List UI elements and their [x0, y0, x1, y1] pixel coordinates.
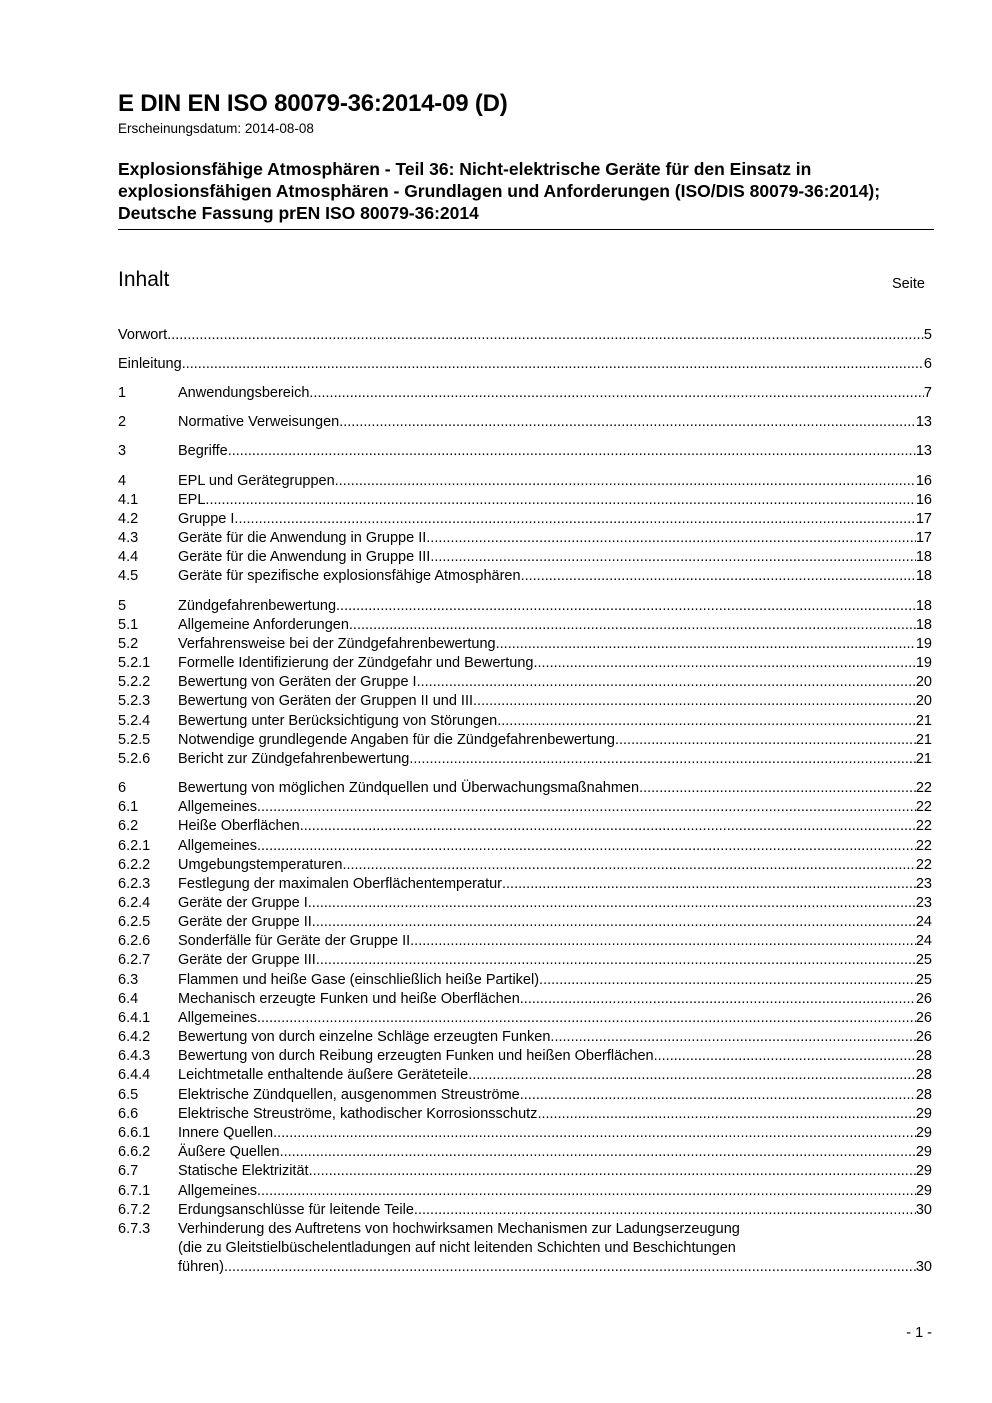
toc-entry[interactable] [118, 442, 932, 461]
dot-leader [410, 932, 916, 951]
toc-entry[interactable] [118, 616, 932, 635]
dot-leader [316, 951, 916, 970]
toc-entry[interactable] [118, 529, 932, 548]
toc-entry[interactable] [118, 654, 932, 673]
toc-entry-page: 30 [915, 1259, 932, 1275]
toc-entry[interactable] [118, 355, 932, 374]
toc-entry-page: 29 [915, 1144, 932, 1160]
toc-entry-number: 5 [118, 598, 127, 614]
toc-entry-page: 18 [915, 549, 932, 565]
dot-leader [409, 750, 916, 769]
dot-leader [309, 384, 924, 403]
toc-entry[interactable] [118, 491, 932, 510]
page-number: - 1 - [906, 1325, 932, 1341]
toc-entry-number: 5.2.6 [118, 751, 151, 767]
toc-entry-page: 13 [915, 443, 932, 459]
toc-entry-page: 22 [915, 857, 932, 873]
toc-entry[interactable] [118, 837, 932, 856]
toc-entry[interactable] [118, 1220, 932, 1277]
toc-entry-title: Gruppe I [178, 511, 235, 527]
publication-date: Erscheinungsdatum: 2014-08-08 [118, 121, 314, 136]
dot-leader [473, 692, 916, 711]
toc-entry[interactable] [118, 971, 932, 990]
toc-entry[interactable] [118, 548, 932, 567]
toc-entry-title-line: führen) [178, 1259, 224, 1275]
toc-entry-title: Allgemeines [178, 1183, 257, 1199]
toc-entry[interactable] [118, 932, 932, 951]
toc-entry[interactable] [118, 1009, 932, 1028]
toc-entry[interactable] [118, 413, 932, 432]
toc-entry[interactable] [118, 856, 932, 875]
toc-entry[interactable] [118, 731, 932, 750]
toc-entry-page: 16 [915, 473, 932, 489]
toc-entry[interactable] [118, 779, 932, 798]
toc-entry[interactable] [118, 712, 932, 731]
toc-entry-title: Sonderfälle für Geräte der Gruppe II [178, 933, 411, 949]
toc-entry-page: 21 [915, 751, 932, 767]
toc-entry-title: Bericht zur Zündgefahrenbewertung [178, 751, 410, 767]
dot-leader [426, 529, 916, 548]
toc-entry[interactable] [118, 750, 932, 769]
toc-entry-number: 5.2 [118, 636, 139, 652]
toc-entry-page: 23 [915, 876, 932, 892]
toc-entry-title: Statische Elektrizität [178, 1163, 309, 1179]
dot-leader [615, 731, 916, 750]
toc-entry-number: 6.6.2 [118, 1144, 151, 1160]
toc-entry-number: 6.4.3 [118, 1048, 151, 1064]
toc-entry-page: 22 [915, 838, 932, 854]
dot-leader [497, 712, 916, 731]
toc-entry[interactable] [118, 326, 932, 345]
toc-entry-number: 6.3 [118, 972, 139, 988]
dot-leader [257, 1009, 916, 1028]
toc-entry-title: Einleitung [118, 356, 182, 372]
toc-entry-title: Geräte für die Anwendung in Gruppe II [178, 530, 427, 546]
dot-leader [639, 779, 916, 798]
dot-leader [654, 1047, 916, 1066]
page-column-label: Seite [891, 276, 925, 292]
toc-entry-page: 19 [915, 655, 932, 671]
dot-leader [349, 616, 916, 635]
dot-leader [205, 491, 915, 510]
toc-entry-number: 5.2.3 [118, 693, 151, 709]
toc-entry-number: 6.4.4 [118, 1067, 151, 1083]
toc-entry-page: 26 [915, 991, 932, 1007]
toc-entry-page: 19 [915, 636, 932, 652]
toc-entry-title: Begriffe [178, 443, 228, 459]
toc-entry-page: 25 [915, 972, 932, 988]
toc-entry[interactable] [118, 1201, 932, 1220]
dot-leader [520, 990, 916, 1009]
toc-entry[interactable] [118, 817, 932, 836]
toc-entry[interactable] [118, 597, 932, 616]
toc-entry-title: Geräte der Gruppe III [178, 952, 316, 968]
toc-entry-number: 6.7.2 [118, 1202, 151, 1218]
toc-entry[interactable] [118, 673, 932, 692]
toc-entry[interactable] [118, 1182, 932, 1201]
toc-entry-title: EPL [178, 492, 206, 508]
toc-entry-page: 26 [915, 1029, 932, 1045]
toc-entry-page: 17 [915, 530, 932, 546]
dot-leader [228, 442, 916, 461]
toc-entry[interactable] [118, 875, 932, 894]
toc-entry-title: Umgebungstemperaturen [178, 857, 343, 873]
toc-entry-title: Verfahrensweise bei der Zündgefahrenbewertung [178, 636, 496, 652]
dot-leader [521, 567, 916, 586]
toc-entry-title: Normative Verweisungen [178, 414, 340, 430]
toc-entry-title: Bewertung von durch einzelne Schläge erzeugten Funken [178, 1029, 551, 1045]
toc-entry-page: 22 [915, 818, 932, 834]
toc-entry-number: 1 [118, 385, 127, 401]
toc-entry-number: 6.4.2 [118, 1029, 151, 1045]
dot-leader [335, 472, 916, 491]
toc-entry-page: 6 [923, 356, 932, 372]
toc-entry-title: Vorwort [118, 327, 168, 343]
toc-entry[interactable] [118, 894, 932, 913]
toc-entry-page: 21 [915, 732, 932, 748]
toc-entry-title: Mechanisch erzeugte Funken und heiße Oberflächen [178, 991, 520, 1007]
toc-entry-page: 13 [915, 414, 932, 430]
toc-entry[interactable] [118, 1047, 932, 1066]
dot-leader [336, 597, 916, 616]
toc-entry-page: 18 [915, 617, 932, 633]
toc-entry-number: 6.2.2 [118, 857, 151, 873]
toc-entry-number: 6.4.1 [118, 1010, 151, 1026]
toc-entry-title: Zündgefahrenbewertung [178, 598, 337, 614]
toc-entry-title: Allgemeines [178, 799, 257, 815]
toc-entry-title: Allgemeines [178, 838, 257, 854]
toc-entry-page: 23 [915, 895, 932, 911]
toc-entry-title: Bewertung von durch Reibung erzeugten Funken und heißen Oberflächen [178, 1048, 654, 1064]
toc-entry-number: 6.2.7 [118, 952, 151, 968]
dot-leader [417, 673, 916, 692]
dot-leader [520, 1086, 916, 1105]
dot-leader [414, 1201, 916, 1220]
toc-entry-number: 4.3 [118, 530, 139, 546]
toc-entry[interactable] [118, 635, 932, 654]
dot-leader [309, 1162, 916, 1181]
dot-leader [308, 894, 916, 913]
toc-entry-page: 29 [915, 1183, 932, 1199]
dot-leader [167, 326, 924, 345]
toc-entry-page: 20 [915, 693, 932, 709]
toc-entry-title: Festlegung der maximalen Oberflächentemperatur [178, 876, 502, 892]
toc-entry-number: 4.1 [118, 492, 139, 508]
toc-entry[interactable] [118, 1124, 932, 1143]
dot-leader [257, 798, 916, 817]
toc-entry-number: 4.5 [118, 568, 139, 584]
toc-entry-number: 6 [118, 780, 127, 796]
toc-entry-title: Geräte für spezifische explosionsfähige Atmosphären [178, 568, 521, 584]
toc-entry-page: 20 [915, 674, 932, 690]
toc-entry-page: 22 [915, 780, 932, 796]
dot-leader [300, 817, 916, 836]
toc-entry-title: Elektrische Streuströme, kathodischer Korrosionsschutz [178, 1106, 538, 1122]
toc-entry-page: 28 [915, 1048, 932, 1064]
toc-entry-title: Elektrische Zündquellen, ausgenommen Streuströme [178, 1087, 520, 1103]
toc-entry-title: Geräte der Gruppe II [178, 914, 312, 930]
toc-entry-number: 5.2.4 [118, 713, 151, 729]
toc-entry-number: 6.7 [118, 1163, 139, 1179]
toc-entry-title: Allgemeines [178, 1010, 257, 1026]
toc-entry-number: 6.2.6 [118, 933, 151, 949]
toc-entry-number: 2 [118, 414, 127, 430]
toc-entry[interactable] [118, 1143, 932, 1162]
dot-leader [280, 1143, 916, 1162]
dot-leader [496, 635, 916, 654]
dot-leader [342, 856, 915, 875]
toc-entry[interactable] [118, 567, 932, 586]
dot-leader [539, 971, 916, 990]
toc-entry-title: Bewertung von möglichen Zündquellen und Überwachungsmaßnahmen [178, 780, 640, 796]
toc-entry-page: 22 [915, 799, 932, 815]
dot-leader [430, 548, 916, 567]
document-title: Explosionsfähige Atmosphären - Teil 36: Nicht-elektrische Geräte für den Einsatz in explosionsfähigen Atmosphären - Grundlagen und Anforderungen (ISO/DIS 80079-36:2014); Deutsche Fassung prEN ISO 80079-36:2014 [118, 159, 881, 223]
dot-leader [339, 413, 916, 432]
toc-entry-title: Bewertung von Geräten der Gruppe I [178, 674, 417, 690]
dot-leader [257, 1182, 916, 1201]
toc-entry-number: 5.2.1 [118, 655, 151, 671]
dot-leader [533, 654, 915, 673]
toc-entry-title: Formelle Identifizierung der Zündgefahr und Bewertung [178, 655, 534, 671]
toc-entry-page: 17 [915, 511, 932, 527]
toc-entry[interactable] [118, 990, 932, 1009]
toc-entry[interactable] [118, 1105, 932, 1124]
toc-entry-title: EPL und Gerätegruppen [178, 473, 335, 489]
toc-entry-number: 4 [118, 473, 127, 489]
toc-entry-title: Bewertung unter Berücksichtigung von Störungen [178, 713, 498, 729]
toc-entry-page: 29 [915, 1163, 932, 1179]
toc-entry-number: 6.2.3 [118, 876, 151, 892]
dot-leader [234, 510, 915, 529]
dot-leader [257, 837, 916, 856]
title-divider [118, 229, 934, 230]
contents-heading: Inhalt [118, 268, 170, 291]
toc-entry-title: Leichtmetalle enthaltende äußere Geräteteile [178, 1067, 469, 1083]
toc-entry[interactable] [118, 510, 932, 529]
toc-entry-page: 29 [915, 1125, 932, 1141]
toc-entry-number: 6.4 [118, 991, 139, 1007]
toc-entry[interactable] [118, 692, 932, 711]
dot-leader [502, 875, 916, 894]
toc-entry-title: Erdungsanschlüsse für leitende Teile [178, 1202, 414, 1218]
toc-entry-page: 29 [915, 1106, 932, 1122]
toc-entry-page: 30 [915, 1202, 932, 1218]
toc-entry-number: 6.7.1 [118, 1183, 151, 1199]
toc-entry-title: Heiße Oberflächen [178, 818, 300, 834]
toc-entry-title-line: Verhinderung des Auftretens von hochwirksamen Mechanismen zur Ladungserzeugung [178, 1221, 740, 1237]
toc-entry-number: 6.6 [118, 1106, 139, 1122]
toc-entry-page: 7 [923, 385, 932, 401]
toc-entry-number: 6.2.1 [118, 838, 151, 854]
toc-entry-page: 16 [915, 492, 932, 508]
toc-entry[interactable] [118, 384, 932, 403]
toc-entry-number: 6.2.5 [118, 914, 151, 930]
toc-entry-number: 3 [118, 443, 127, 459]
document-code: E DIN EN ISO 80079-36:2014-09 (D) [118, 90, 508, 117]
toc-entry-page: 18 [915, 598, 932, 614]
toc-entry-page: 26 [915, 1010, 932, 1026]
dot-leader [224, 1258, 916, 1277]
toc-entry-number: 6.5 [118, 1087, 139, 1103]
toc-entry-number: 6.1 [118, 799, 139, 815]
toc-entry-page: 24 [915, 933, 932, 949]
toc-entry-title-line: (die zu Gleitstielbüschelentladungen auf nicht leitenden Schichten und Beschichtungen [178, 1240, 736, 1256]
toc-entry-number: 6.7.3 [118, 1221, 151, 1237]
toc-entry-title: Äußere Quellen [178, 1144, 280, 1160]
toc-entry-page: 28 [915, 1067, 932, 1083]
toc-entry-title: Innere Quellen [178, 1125, 274, 1141]
dot-leader [312, 913, 916, 932]
dot-leader [182, 355, 924, 374]
toc-entry-number: 5.2.5 [118, 732, 151, 748]
toc-entry-page: 25 [915, 952, 932, 968]
toc-entry[interactable] [118, 1066, 932, 1085]
toc-entry-number: 6.2.4 [118, 895, 151, 911]
toc-entry-title: Notwendige grundlegende Angaben für die Zündgefahrenbewertung [178, 732, 615, 748]
toc-entry-title: Flammen und heiße Gase (einschließlich heiße Partikel) [178, 972, 540, 988]
toc-entry-title: Geräte für die Anwendung in Gruppe III [178, 549, 431, 565]
toc-entry-page: 5 [923, 327, 932, 343]
toc-entry-page: 21 [915, 713, 932, 729]
toc-entry[interactable] [118, 1162, 932, 1181]
toc-entry[interactable] [118, 472, 932, 491]
toc-entry[interactable] [118, 913, 932, 932]
dot-leader [468, 1066, 916, 1085]
toc-entry[interactable] [118, 951, 932, 970]
toc-entry-number: 6.6.1 [118, 1125, 151, 1141]
toc-entry-number: 4.2 [118, 511, 139, 527]
toc-entry-title: Anwendungsbereich [178, 385, 310, 401]
toc-entry-title: Geräte der Gruppe I [178, 895, 308, 911]
toc-entry[interactable] [118, 1028, 932, 1047]
toc-entry-page: 18 [915, 568, 932, 584]
toc-entry-number: 4.4 [118, 549, 139, 565]
toc-entry[interactable] [118, 798, 932, 817]
dot-leader [273, 1124, 916, 1143]
toc-entry-title: Allgemeine Anforderungen [178, 617, 349, 633]
dot-leader [537, 1105, 915, 1124]
toc-entry-page: 24 [915, 914, 932, 930]
toc-entry-number: 5.2.2 [118, 674, 151, 690]
toc-entry-number: 5.1 [118, 617, 139, 633]
toc-entry-title: Bewertung von Geräten der Gruppen II und III [178, 693, 474, 709]
toc-entry-number: 6.2 [118, 818, 139, 834]
toc-entry[interactable] [118, 1086, 932, 1105]
dot-leader [550, 1028, 915, 1047]
toc-entry-page: 28 [915, 1087, 932, 1103]
